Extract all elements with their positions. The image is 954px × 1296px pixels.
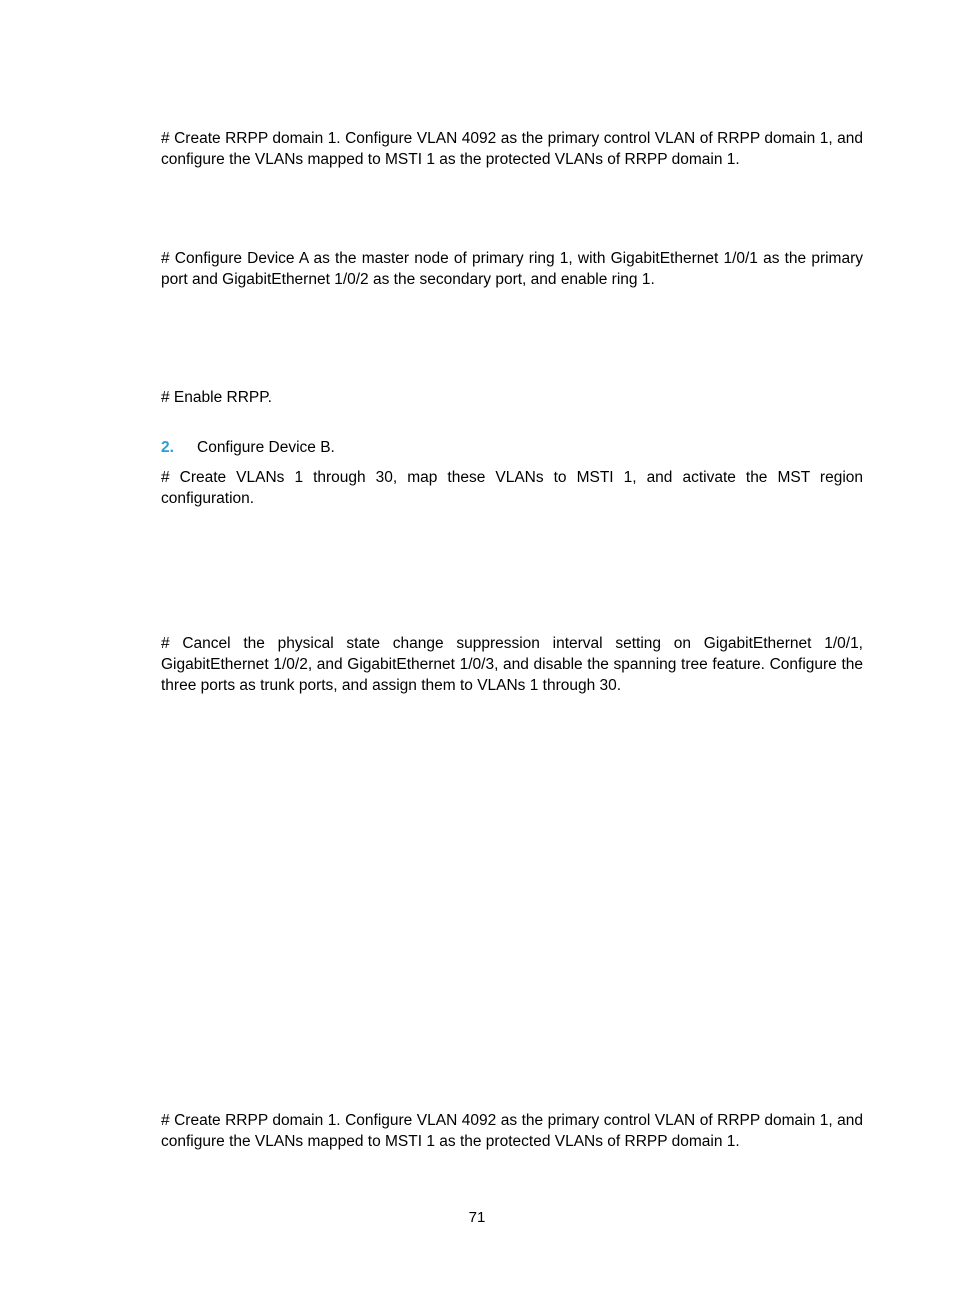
paragraph-enable-rrpp: # Enable RRPP. — [161, 389, 272, 406]
paragraph-configure-master-node: # Configure Device A as the master node of primary ring 1, with GigabitEthernet 1/0/1 as the primary port and GigabitEthernet 1/0/2 as the secondary port, and enable ring 1. — [161, 250, 863, 288]
paragraph-cancel-suppression: # Cancel the physical state change suppression interval setting on GigabitEthernet 1/0/1, GigabitEthernet 1/0/2, and GigabitEthernet 1/0/3, and disable the spanning tree feature. Configure the three ports as trunk ports, and assign them to VLANs 1 through 30. — [161, 635, 863, 694]
page-number: 71 — [468, 1209, 486, 1226]
paragraph-create-rrpp-domain: # Create RRPP domain 1. Configure VLAN 4092 as the primary control VLAN of RRPP domain 1, and configure the VLANs mapped to MSTI 1 as the protected VLANs of RRPP domain 1. — [161, 130, 863, 168]
step-title: Configure Device B. — [197, 439, 335, 456]
step-number: 2. — [161, 439, 174, 456]
paragraph-create-vlans: # Create VLANs 1 through 30, map these VLANs to MSTI 1, and activate the MST region configuration. — [161, 469, 863, 507]
paragraph-create-rrpp-domain-device-b: # Create RRPP domain 1. Configure VLAN 4092 as the primary control VLAN of RRPP domain 1, and configure the VLANs mapped to MSTI 1 as the protected VLANs of RRPP domain 1. — [161, 1112, 863, 1150]
